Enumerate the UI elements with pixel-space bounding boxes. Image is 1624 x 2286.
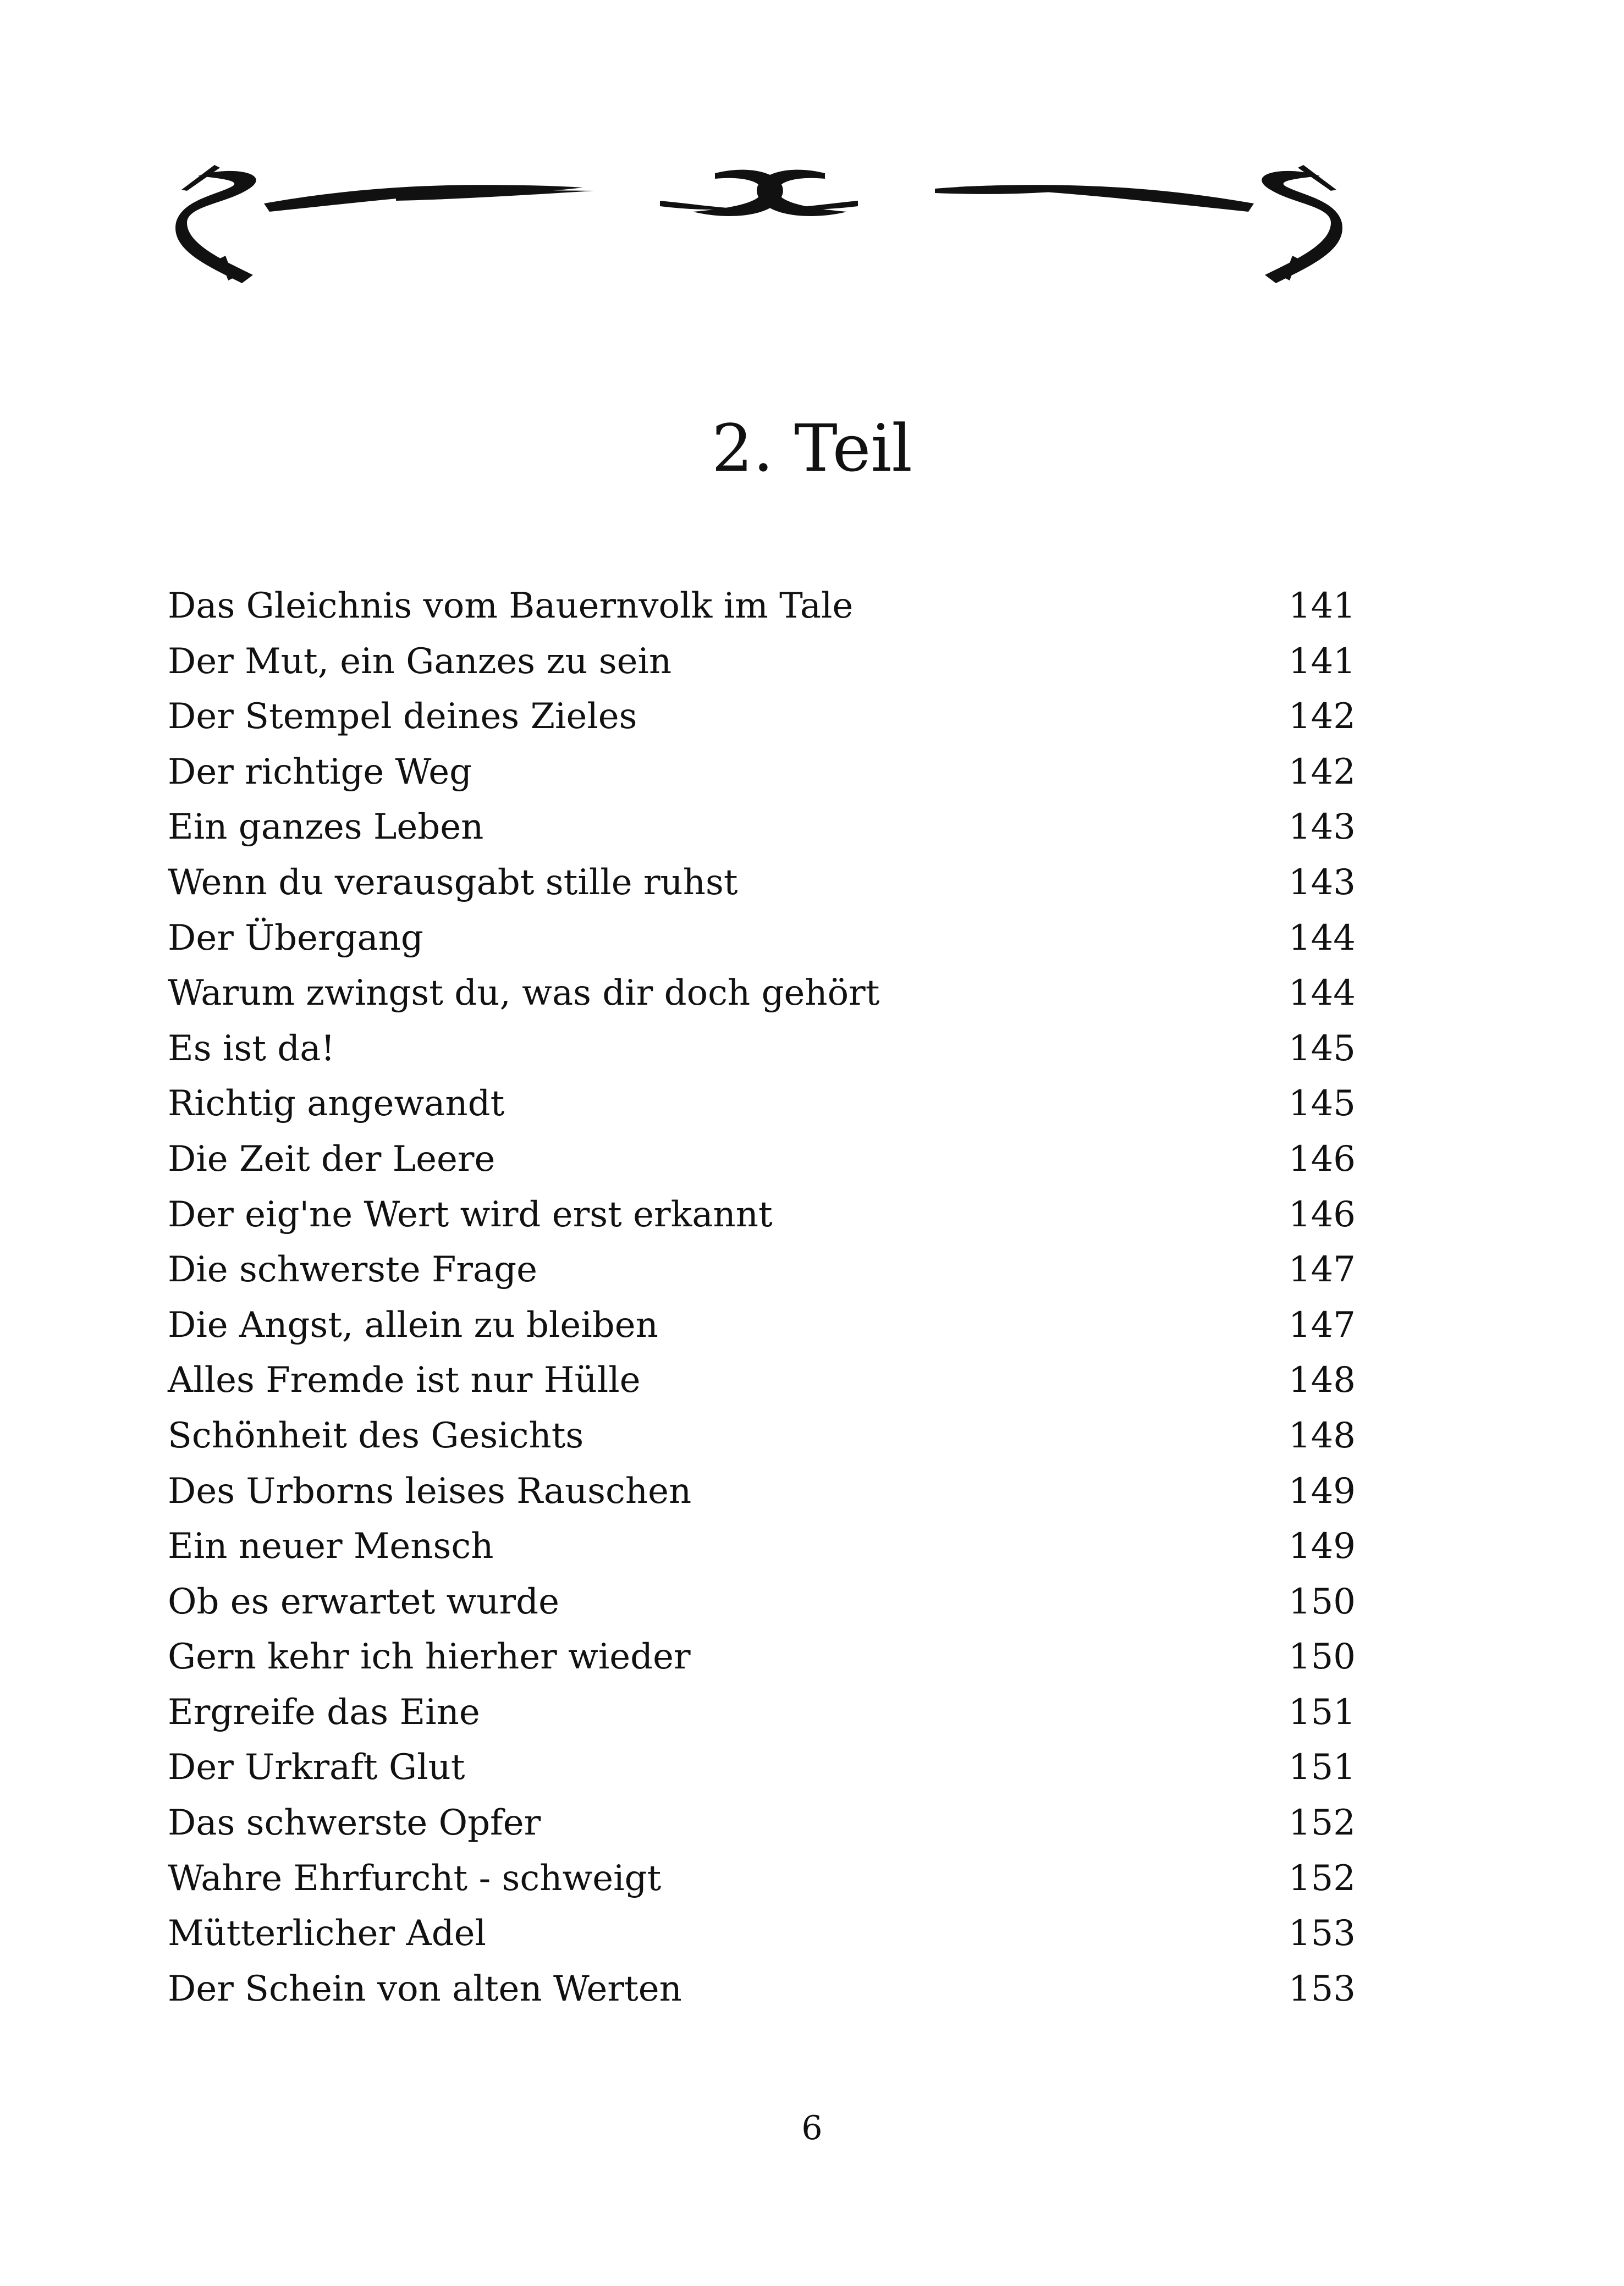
toc-entry-page: 153 — [1288, 1968, 1356, 2009]
toc-entry — [168, 1021, 1356, 1077]
toc-entry-page: 147 — [1288, 1249, 1356, 1291]
toc-entry — [168, 1574, 1356, 1630]
toc-entry-title: Ob es erwartet wurde — [168, 1581, 559, 1622]
toc-entry-page: 143 — [1288, 862, 1356, 903]
toc-entry — [168, 1408, 1356, 1464]
toc-entry-page: 148 — [1288, 1360, 1356, 1401]
toc-entry-page: 144 — [1288, 917, 1356, 959]
toc-entry-page: 141 — [1288, 586, 1356, 626]
toc-entry — [168, 800, 1356, 855]
toc-entry-title: Wenn du verausgabt stille ruhst — [168, 862, 738, 903]
toc-entry-page: 152 — [1288, 1858, 1356, 1899]
toc-entry-page: 150 — [1288, 1637, 1356, 1678]
toc-entry — [168, 1353, 1356, 1408]
toc-entry-page: 150 — [1288, 1581, 1356, 1622]
toc-entry-page: 152 — [1288, 1803, 1356, 1844]
toc-entry-page: 142 — [1288, 751, 1356, 792]
toc-entry-title: Das schwerste Opfer — [168, 1803, 541, 1844]
toc-entry — [168, 1629, 1356, 1685]
toc-entry-page: 147 — [1288, 1304, 1356, 1346]
toc-entry-title: Der Übergang — [168, 917, 423, 959]
table-of-contents — [168, 579, 1356, 2017]
toc-entry — [168, 1187, 1356, 1243]
toc-entry-page: 145 — [1288, 1083, 1356, 1125]
part-title: 2. Teil — [712, 410, 912, 486]
toc-entry — [168, 1464, 1356, 1519]
toc-entry-title: Ein ganzes Leben — [168, 807, 484, 848]
toc-entry-title: Die Zeit der Leere — [168, 1138, 496, 1180]
toc-entry-title: Der Urkraft Glut — [168, 1747, 465, 1788]
toc-entry-title: Warum zwingst du, was dir doch gehört — [168, 973, 880, 1014]
toc-entry — [168, 1906, 1356, 1962]
toc-entry-title: Gern kehr ich hierher wieder — [168, 1637, 691, 1678]
page-number: 6 — [801, 2109, 823, 2147]
toc-entry-title: Wahre Ehrfurcht - schweigt — [168, 1858, 662, 1899]
toc-entry — [168, 579, 1356, 634]
toc-entry — [168, 855, 1356, 911]
toc-entry-page: 145 — [1288, 1028, 1356, 1069]
toc-entry — [168, 1076, 1356, 1132]
toc-entry — [168, 634, 1356, 690]
toc-entry-title: Ein neuer Mensch — [168, 1526, 494, 1567]
toc-entry-title: Alles Fremde ist nur Hülle — [168, 1360, 641, 1401]
toc-entry-page: 146 — [1288, 1194, 1356, 1235]
toc-entry — [168, 1298, 1356, 1353]
toc-entry-title: Des Urborns leises Rauschen — [168, 1470, 692, 1512]
toc-entry-title: Der richtige Weg — [168, 751, 472, 792]
toc-entry-page: 149 — [1288, 1470, 1356, 1512]
toc-entry-page: 143 — [1288, 807, 1356, 848]
toc-entry-page: 148 — [1288, 1415, 1356, 1456]
toc-entry — [168, 1795, 1356, 1851]
header-ornament-icon — [165, 157, 1353, 289]
toc-entry-title: Schönheit des Gesichts — [168, 1415, 584, 1456]
toc-entry-title: Die schwerste Frage — [168, 1249, 537, 1291]
toc-entry-page: 142 — [1288, 696, 1356, 737]
toc-entry-page: 146 — [1288, 1138, 1356, 1180]
toc-entry-title: Ergreife das Eine — [168, 1692, 480, 1733]
toc-entry-page: 151 — [1288, 1692, 1356, 1733]
toc-entry-title: Richtig angewandt — [168, 1083, 505, 1125]
toc-entry — [168, 745, 1356, 800]
toc-entry — [168, 1851, 1356, 1907]
toc-entry-page: 141 — [1288, 641, 1356, 682]
toc-entry-page: 151 — [1288, 1747, 1356, 1788]
toc-entry — [168, 1685, 1356, 1740]
toc-entry-title: Der Stempel deines Zieles — [168, 696, 637, 737]
toc-entry — [168, 1132, 1356, 1187]
toc-entry — [168, 689, 1356, 745]
toc-entry-title: Es ist da! — [168, 1028, 335, 1069]
toc-entry-title: Die Angst, allein zu bleiben — [168, 1304, 658, 1346]
toc-entry-title: Der Schein von alten Werten — [168, 1968, 682, 2009]
toc-entry-title: Der eig'ne Wert wird erst erkannt — [168, 1194, 773, 1235]
toc-entry — [168, 1519, 1356, 1574]
toc-entry-page: 144 — [1288, 973, 1356, 1014]
toc-entry-title: Mütterlicher Adel — [168, 1913, 486, 1954]
toc-entry — [168, 1242, 1356, 1298]
toc-entry — [168, 966, 1356, 1021]
toc-entry-title: Der Mut, ein Ganzes zu sein — [168, 641, 672, 682]
toc-entry — [168, 1962, 1356, 2017]
toc-entry — [168, 1740, 1356, 1795]
toc-entry-page: 149 — [1288, 1526, 1356, 1567]
toc-entry-page: 153 — [1288, 1913, 1356, 1954]
toc-entry — [168, 911, 1356, 966]
toc-entry-title: Das Gleichnis vom Bauernvolk im Tale — [168, 586, 854, 626]
